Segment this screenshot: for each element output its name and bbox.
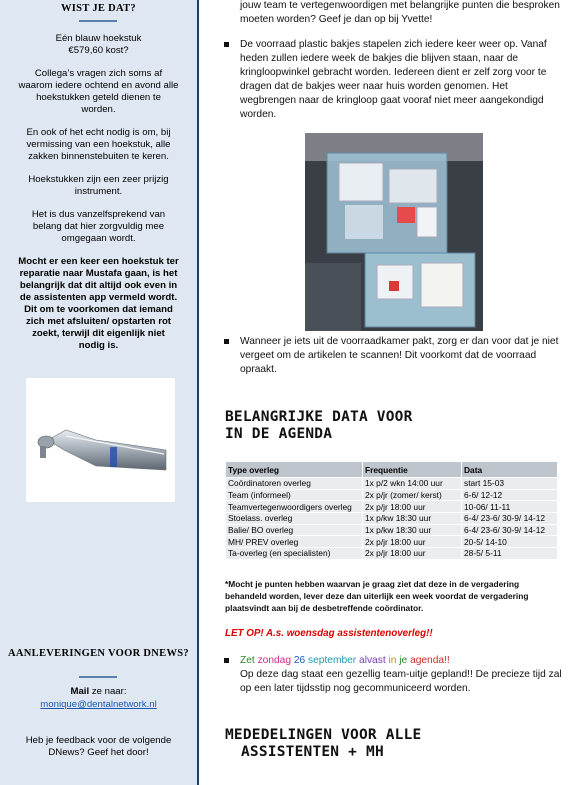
table-cell: 28-5/ 5-11 <box>462 548 558 560</box>
table-row <box>226 536 558 548</box>
agenda-heading-line2: IN DE AGENDA <box>225 426 333 442</box>
announcements-heading <box>225 727 555 761</box>
table-cell: 1x p/kw 18:30 uur <box>363 524 462 536</box>
table-footnote: *Mocht je punten hebben waarvan je graag ziet dat deze in de vergadering behandeld worden, lever deze dan uiterlijk een week voordat de vergadering plaatsvindt aan bij de desbetreffende coördinator. <box>225 579 529 613</box>
sidebar-repair-text: Mocht er een keer een hoekstuk ter reparatie naar Mustafa gaan, is het belangrijk dat dit altijd ook even in de assistenten app vermeld wordt. Dit om te voorkomen dat iemand zich met afsluiten/ opstarten rot zoekt, terwijl dit eigenlijk niet nodig is. <box>18 256 179 351</box>
agenda-heading-line1: BELANGRIJKE DATA VOOR <box>225 409 413 425</box>
email-wrap <box>0 699 197 711</box>
bullet-scan-text: Wanneer je iets uit de voorraadkamer pakt, zorg er dan voor dat je niet vergeet om de artikelen te scannen! Dit voorkomt dat de voorraad opraakt. <box>240 336 559 375</box>
agenda-heading <box>225 409 555 443</box>
table-header-row <box>226 462 558 478</box>
table-cell: 20-5/ 14-10 <box>462 536 558 548</box>
sidebar-question-text-2: En ook of het echt nodig is om, bij vermissing van een hoekstuk, alle zakken binnenstebuiten te keren. <box>26 127 171 162</box>
containers-photo <box>305 133 483 331</box>
table-row <box>226 478 558 490</box>
submissions-heading: AANLEVERINGEN VOOR DNEWS? <box>8 648 189 659</box>
table-cell: 6-4/ 23-6/ 30-9/ 14-12 <box>462 513 558 525</box>
save-date-word: 26 <box>293 655 306 666</box>
table-row <box>226 513 558 525</box>
table-cell: Balie/ BO overleg <box>226 524 363 536</box>
save-date-word: september <box>308 655 357 666</box>
save-date-word: Zet <box>240 655 255 666</box>
table-cell: 2x p/jr 18:00 uur <box>363 536 462 548</box>
table-row <box>226 501 558 513</box>
table-cell: Stoelass. overleg <box>226 513 363 525</box>
table-row <box>226 489 558 501</box>
table-cell: MH/ PREV overleg <box>226 536 363 548</box>
bullet-plastic-text: De voorraad plastic bakjes stapelen zich iedere keer weer op. Vanaf heden zullen iedere week de bakjes die blijven staan, naar de kringloopwinkel gebracht worden. Iedereen dient er zelf zorg voor te dragen dat de bakjes weer naar huis worden genomen. Het wegbrengen naar de kringloop gaat vooraf niet meer aangekondigd worden. <box>240 39 547 120</box>
sidebar <box>0 0 199 785</box>
feedback-text: Heb je feedback voor de volgende DNews? Geef het door! <box>25 735 172 758</box>
meeting-warning: LET OP! A.s. woensdag assistentenoverleg!! <box>225 628 433 639</box>
bullet-scan-items <box>224 335 562 377</box>
table-cell: 1x p/kw 18:30 uur <box>363 513 462 525</box>
bullet-save-date <box>224 654 562 696</box>
mail-label: Mail <box>70 686 90 697</box>
table-row <box>226 524 558 536</box>
table-cell: Team (informeel) <box>226 489 363 501</box>
save-date-colored-line <box>240 655 450 666</box>
email-link[interactable]: monique@dentalnetwork.nl <box>40 699 157 710</box>
sidebar-pricey-text: Hoekstukken zijn een zeer prijzig instrument. <box>28 174 169 197</box>
column-header: Type overleg <box>226 462 363 478</box>
announcements-heading-line2: ASSISTENTEN + MH <box>241 744 384 760</box>
table-cell: 2x p/jr (zomer/ kerst) <box>363 489 462 501</box>
bullet-plastic-containers <box>224 38 562 122</box>
heading-rule <box>79 20 117 22</box>
table-row <box>226 548 558 560</box>
table-cell: Coördinatoren overleg <box>226 478 363 490</box>
bullet-icon <box>224 42 229 47</box>
table-cell: 6-6/ 12-12 <box>462 489 558 501</box>
save-date-word: agenda!! <box>410 655 450 666</box>
mail-line <box>0 686 197 698</box>
sidebar-price-text: Eén blauw hoekstuk €579,60 kost? <box>55 33 142 56</box>
sidebar-question-text: Collega’s vragen zich soms af waarom iedere ochtend en avond alle hoekstukken geteld dienen te worden. <box>18 68 179 115</box>
submissions-rule <box>79 676 117 678</box>
agenda-table-body <box>226 478 558 560</box>
handpiece-photo <box>26 378 175 502</box>
save-date-word: in <box>388 655 397 666</box>
mail-text: ze naar: <box>89 686 127 697</box>
did-you-know-heading: WIST JE DAT? <box>61 3 136 14</box>
agenda-table <box>225 461 558 560</box>
column-header: Data <box>462 462 558 478</box>
table-cell: 6-4/ 23-6/ 30-9/ 14-12 <box>462 524 558 536</box>
table-cell: 2x p/jr 18:00 uur <box>363 548 462 560</box>
save-date-word: je <box>399 655 408 666</box>
save-date-rest-text: Op deze dag staat een gezellig team-uitje gepland!! De precieze tijd zal op een later tijdsstip nog gecommuniceerd worden. <box>240 669 562 694</box>
column-header: Frequentie <box>363 462 462 478</box>
dental-handpiece-icon <box>26 378 175 502</box>
bullet-icon <box>224 339 229 344</box>
bullet-icon <box>224 658 229 663</box>
table-cell: Teamvertegenwoordigers overleg <box>226 501 363 513</box>
save-date-word: alvast <box>359 655 386 666</box>
table-cell: Ta-overleg (en specialisten) <box>226 548 363 560</box>
intro-continuation: jouw team te vertegenwoordigen met belangrijke punten die besproken moeten worden? Geef je dan op bij Yvette! <box>240 0 560 25</box>
announcements-heading-line1: MEDEDELINGEN VOOR ALLE <box>225 727 422 743</box>
did-you-know-body <box>0 33 197 363</box>
save-date-word: zondag <box>257 655 292 666</box>
table-cell: start 15-03 <box>462 478 558 490</box>
table-cell: 2x p/jr 18:00 uur <box>363 501 462 513</box>
table-cell: 10-06/ 11-11 <box>462 501 558 513</box>
sidebar-care-text: Het is dus vanzelfsprekend van belang dat hier zorgvuldig mee omgegaan wordt. <box>31 209 166 244</box>
table-cell: 1x p/2 wkn 14:00 uur <box>363 478 462 490</box>
plastic-containers-icon <box>305 133 483 331</box>
